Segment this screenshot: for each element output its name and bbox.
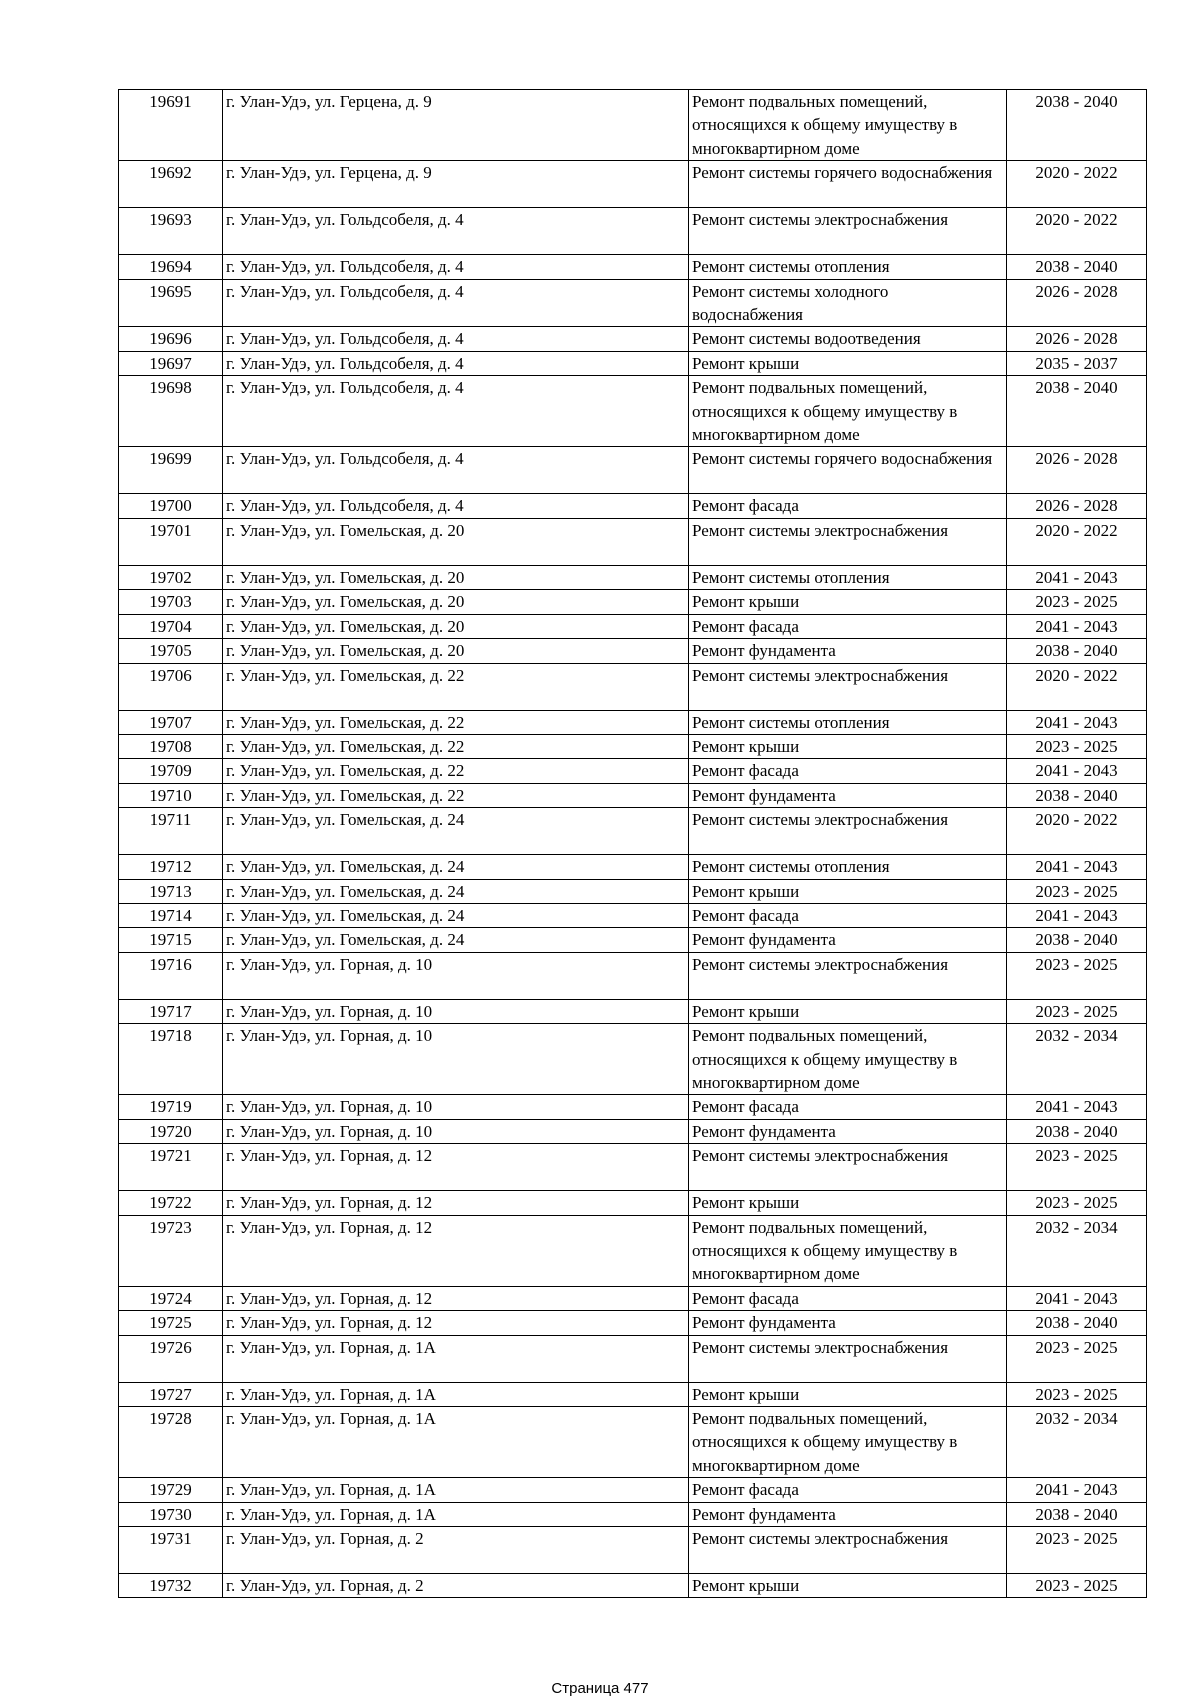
work-type-cell: Ремонт системы отопления: [689, 565, 1007, 589]
period-cell: 2041 - 2043: [1007, 855, 1147, 879]
work-type-cell: Ремонт фундамента: [689, 1311, 1007, 1335]
address-cell: г. Улан-Удэ, ул. Гольдсобеля, д. 4: [223, 494, 689, 518]
row-number: 19700: [119, 494, 223, 518]
table-row: [119, 879, 1147, 903]
table-row: [119, 1335, 1147, 1382]
work-type-cell: Ремонт фундамента: [689, 783, 1007, 807]
address-cell: г. Улан-Удэ, ул. Горная, д. 10: [223, 952, 689, 999]
row-number: 19703: [119, 590, 223, 614]
table-row: [119, 952, 1147, 999]
period-cell: 2023 - 2025: [1007, 1382, 1147, 1406]
work-type-cell: Ремонт крыши: [689, 734, 1007, 758]
period-cell: 2023 - 2025: [1007, 734, 1147, 758]
address-cell: г. Улан-Удэ, ул. Горная, д. 12: [223, 1215, 689, 1286]
table-row: [119, 1382, 1147, 1406]
table-row: [119, 1574, 1147, 1598]
table-row: [119, 590, 1147, 614]
period-cell: 2023 - 2025: [1007, 590, 1147, 614]
address-cell: г. Улан-Удэ, ул. Горная, д. 10: [223, 999, 689, 1023]
row-number: 19715: [119, 928, 223, 952]
address-cell: г. Улан-Удэ, ул. Гомельская, д. 20: [223, 639, 689, 663]
period-cell: 2023 - 2025: [1007, 1191, 1147, 1215]
table-row: [119, 1095, 1147, 1119]
period-cell: 2041 - 2043: [1007, 759, 1147, 783]
row-number: 19691: [119, 90, 223, 161]
table-row: [119, 376, 1147, 447]
address-cell: г. Улан-Удэ, ул. Горная, д. 12: [223, 1191, 689, 1215]
work-type-cell: Ремонт подвальных помещений, относящихся к общему имуществу в многоквартирном доме: [689, 1215, 1007, 1286]
work-type-cell: Ремонт фасада: [689, 614, 1007, 638]
row-number: 19723: [119, 1215, 223, 1286]
row-number: 19704: [119, 614, 223, 638]
period-cell: 2023 - 2025: [1007, 1144, 1147, 1191]
address-cell: г. Улан-Удэ, ул. Гомельская, д. 22: [223, 783, 689, 807]
table-row: [119, 663, 1147, 710]
address-cell: г. Улан-Удэ, ул. Гольдсобеля, д. 4: [223, 327, 689, 351]
address-cell: г. Улан-Удэ, ул. Горная, д. 10: [223, 1095, 689, 1119]
address-cell: г. Улан-Удэ, ул. Гомельская, д. 20: [223, 614, 689, 638]
table-row: [119, 1191, 1147, 1215]
row-number: 19701: [119, 518, 223, 565]
address-cell: г. Улан-Удэ, ул. Гомельская, д. 22: [223, 663, 689, 710]
table-row: [119, 1119, 1147, 1143]
address-cell: г. Улан-Удэ, ул. Герцена, д. 9: [223, 161, 689, 208]
work-type-cell: Ремонт фасада: [689, 1286, 1007, 1310]
period-cell: 2041 - 2043: [1007, 614, 1147, 638]
address-cell: г. Улан-Удэ, ул. Гомельская, д. 24: [223, 928, 689, 952]
period-cell: 2023 - 2025: [1007, 1527, 1147, 1574]
work-type-cell: Ремонт крыши: [689, 351, 1007, 375]
work-type-cell: Ремонт подвальных помещений, относящихся к общему имуществу в многоквартирном доме: [689, 376, 1007, 447]
period-cell: 2032 - 2034: [1007, 1215, 1147, 1286]
address-cell: г. Улан-Удэ, ул. Гольдсобеля, д. 4: [223, 351, 689, 375]
period-cell: 2023 - 2025: [1007, 1574, 1147, 1598]
address-cell: г. Улан-Удэ, ул. Гомельская, д. 20: [223, 518, 689, 565]
address-cell: г. Улан-Удэ, ул. Гольдсобеля, д. 4: [223, 376, 689, 447]
work-type-cell: Ремонт системы горячего водоснабжения: [689, 161, 1007, 208]
row-number: 19709: [119, 759, 223, 783]
address-cell: г. Улан-Удэ, ул. Гольдсобеля, д. 4: [223, 447, 689, 494]
table-row: [119, 565, 1147, 589]
address-cell: г. Улан-Удэ, ул. Гомельская, д. 20: [223, 565, 689, 589]
table-row: [119, 734, 1147, 758]
table-row: [119, 710, 1147, 734]
work-type-cell: Ремонт системы отопления: [689, 855, 1007, 879]
work-type-cell: Ремонт системы отопления: [689, 710, 1007, 734]
table-row: [119, 494, 1147, 518]
work-type-cell: Ремонт системы электроснабжения: [689, 663, 1007, 710]
table-row: [119, 351, 1147, 375]
work-type-cell: Ремонт фундамента: [689, 928, 1007, 952]
table-row: [119, 90, 1147, 161]
table-row: [119, 1527, 1147, 1574]
period-cell: 2038 - 2040: [1007, 1502, 1147, 1526]
work-type-cell: Ремонт подвальных помещений, относящихся к общему имуществу в многоквартирном доме: [689, 90, 1007, 161]
address-cell: г. Улан-Удэ, ул. Горная, д. 2: [223, 1574, 689, 1598]
work-type-cell: Ремонт крыши: [689, 999, 1007, 1023]
address-cell: г. Улан-Удэ, ул. Горная, д. 12: [223, 1286, 689, 1310]
table-row: [119, 999, 1147, 1023]
row-number: 19728: [119, 1407, 223, 1478]
table-row: [119, 759, 1147, 783]
row-number: 19692: [119, 161, 223, 208]
work-type-cell: Ремонт фундамента: [689, 1502, 1007, 1526]
work-type-cell: Ремонт крыши: [689, 1191, 1007, 1215]
period-cell: 2026 - 2028: [1007, 447, 1147, 494]
table-row: [119, 1478, 1147, 1502]
row-number: 19712: [119, 855, 223, 879]
period-cell: 2023 - 2025: [1007, 952, 1147, 999]
period-cell: 2020 - 2022: [1007, 161, 1147, 208]
address-cell: г. Улан-Удэ, ул. Гомельская, д. 24: [223, 903, 689, 927]
work-type-cell: Ремонт фасада: [689, 1095, 1007, 1119]
address-cell: г. Улан-Удэ, ул. Гомельская, д. 24: [223, 808, 689, 855]
row-number: 19714: [119, 903, 223, 927]
work-type-cell: Ремонт фундамента: [689, 1119, 1007, 1143]
period-cell: 2035 - 2037: [1007, 351, 1147, 375]
period-cell: 2032 - 2034: [1007, 1407, 1147, 1478]
row-number: 19711: [119, 808, 223, 855]
row-number: 19722: [119, 1191, 223, 1215]
row-number: 19706: [119, 663, 223, 710]
work-type-cell: Ремонт системы отопления: [689, 255, 1007, 279]
period-cell: 2038 - 2040: [1007, 90, 1147, 161]
row-number: 19702: [119, 565, 223, 589]
table-row: [119, 255, 1147, 279]
period-cell: 2038 - 2040: [1007, 376, 1147, 447]
repair-schedule-table: [118, 89, 1147, 1598]
row-number: 19694: [119, 255, 223, 279]
table-row: [119, 1024, 1147, 1095]
page-number: Страница 477: [551, 1680, 649, 1697]
period-cell: 2020 - 2022: [1007, 208, 1147, 255]
row-number: 19697: [119, 351, 223, 375]
period-cell: 2041 - 2043: [1007, 710, 1147, 734]
work-type-cell: Ремонт фундамента: [689, 639, 1007, 663]
work-type-cell: Ремонт фасада: [689, 1478, 1007, 1502]
row-number: 19710: [119, 783, 223, 807]
row-number: 19730: [119, 1502, 223, 1526]
table-row: [119, 1311, 1147, 1335]
table-row: [119, 928, 1147, 952]
work-type-cell: Ремонт крыши: [689, 879, 1007, 903]
period-cell: 2020 - 2022: [1007, 663, 1147, 710]
address-cell: г. Улан-Удэ, ул. Горная, д. 1А: [223, 1478, 689, 1502]
period-cell: 2026 - 2028: [1007, 494, 1147, 518]
address-cell: г. Улан-Удэ, ул. Гомельская, д. 22: [223, 710, 689, 734]
period-cell: 2026 - 2028: [1007, 327, 1147, 351]
row-number: 19713: [119, 879, 223, 903]
table-row: [119, 518, 1147, 565]
address-cell: г. Улан-Удэ, ул. Гольдсобеля, д. 4: [223, 255, 689, 279]
work-type-cell: Ремонт крыши: [689, 1574, 1007, 1598]
period-cell: 2020 - 2022: [1007, 808, 1147, 855]
table-body: [119, 90, 1147, 1598]
work-type-cell: Ремонт системы электроснабжения: [689, 1144, 1007, 1191]
row-number: 19707: [119, 710, 223, 734]
address-cell: г. Улан-Удэ, ул. Горная, д. 10: [223, 1119, 689, 1143]
address-cell: г. Улан-Удэ, ул. Горная, д. 1А: [223, 1382, 689, 1406]
row-number: 19693: [119, 208, 223, 255]
period-cell: 2038 - 2040: [1007, 928, 1147, 952]
period-cell: 2023 - 2025: [1007, 999, 1147, 1023]
row-number: 19719: [119, 1095, 223, 1119]
row-number: 19705: [119, 639, 223, 663]
table-row: [119, 1144, 1147, 1191]
address-cell: г. Улан-Удэ, ул. Герцена, д. 9: [223, 90, 689, 161]
period-cell: 2038 - 2040: [1007, 1119, 1147, 1143]
period-cell: 2041 - 2043: [1007, 903, 1147, 927]
row-number: 19727: [119, 1382, 223, 1406]
row-number: 19725: [119, 1311, 223, 1335]
row-number: 19699: [119, 447, 223, 494]
address-cell: г. Улан-Удэ, ул. Гомельская, д. 24: [223, 879, 689, 903]
period-cell: 2041 - 2043: [1007, 1286, 1147, 1310]
period-cell: 2038 - 2040: [1007, 1311, 1147, 1335]
period-cell: 2023 - 2025: [1007, 879, 1147, 903]
address-cell: г. Улан-Удэ, ул. Горная, д. 1А: [223, 1502, 689, 1526]
table-row: [119, 903, 1147, 927]
work-type-cell: Ремонт фасада: [689, 759, 1007, 783]
work-type-cell: Ремонт системы холодного водоснабжения: [689, 279, 1007, 327]
address-cell: г. Улан-Удэ, ул. Горная, д. 1А: [223, 1335, 689, 1382]
row-number: 19732: [119, 1574, 223, 1598]
address-cell: г. Улан-Удэ, ул. Гомельская, д. 22: [223, 734, 689, 758]
period-cell: 2038 - 2040: [1007, 255, 1147, 279]
row-number: 19724: [119, 1286, 223, 1310]
row-number: 19720: [119, 1119, 223, 1143]
row-number: 19721: [119, 1144, 223, 1191]
address-cell: г. Улан-Удэ, ул. Гомельская, д. 22: [223, 759, 689, 783]
row-number: 19716: [119, 952, 223, 999]
row-number: 19698: [119, 376, 223, 447]
work-type-cell: Ремонт системы электроснабжения: [689, 518, 1007, 565]
table-row: [119, 639, 1147, 663]
address-cell: г. Улан-Удэ, ул. Горная, д. 10: [223, 1024, 689, 1095]
period-cell: 2041 - 2043: [1007, 565, 1147, 589]
table-row: [119, 1215, 1147, 1286]
table-row: [119, 855, 1147, 879]
table-row: [119, 327, 1147, 351]
address-cell: г. Улан-Удэ, ул. Гомельская, д. 20: [223, 590, 689, 614]
period-cell: 2041 - 2043: [1007, 1095, 1147, 1119]
address-cell: г. Улан-Удэ, ул. Гольдсобеля, д. 4: [223, 279, 689, 327]
table-row: [119, 614, 1147, 638]
row-number: 19695: [119, 279, 223, 327]
period-cell: 2032 - 2034: [1007, 1024, 1147, 1095]
row-number: 19696: [119, 327, 223, 351]
row-number: 19731: [119, 1527, 223, 1574]
table-row: [119, 1286, 1147, 1310]
work-type-cell: Ремонт системы электроснабжения: [689, 952, 1007, 999]
table-row: [119, 808, 1147, 855]
period-cell: 2041 - 2043: [1007, 1478, 1147, 1502]
table-row: [119, 161, 1147, 208]
address-cell: г. Улан-Удэ, ул. Горная, д. 2: [223, 1527, 689, 1574]
work-type-cell: Ремонт крыши: [689, 1382, 1007, 1406]
address-cell: г. Улан-Удэ, ул. Горная, д. 1А: [223, 1407, 689, 1478]
table-row: [119, 783, 1147, 807]
work-type-cell: Ремонт фасада: [689, 903, 1007, 927]
work-type-cell: Ремонт системы горячего водоснабжения: [689, 447, 1007, 494]
table-row: [119, 447, 1147, 494]
work-type-cell: Ремонт подвальных помещений, относящихся к общему имуществу в многоквартирном доме: [689, 1407, 1007, 1478]
period-cell: 2038 - 2040: [1007, 783, 1147, 807]
work-type-cell: Ремонт системы электроснабжения: [689, 808, 1007, 855]
table-row: [119, 208, 1147, 255]
table-row: [119, 279, 1147, 327]
period-cell: 2020 - 2022: [1007, 518, 1147, 565]
work-type-cell: Ремонт системы водоотведения: [689, 327, 1007, 351]
period-cell: 2023 - 2025: [1007, 1335, 1147, 1382]
row-number: 19726: [119, 1335, 223, 1382]
address-cell: г. Улан-Удэ, ул. Гомельская, д. 24: [223, 855, 689, 879]
address-cell: г. Улан-Удэ, ул. Гольдсобеля, д. 4: [223, 208, 689, 255]
row-number: 19718: [119, 1024, 223, 1095]
table-row: [119, 1407, 1147, 1478]
address-cell: г. Улан-Удэ, ул. Горная, д. 12: [223, 1144, 689, 1191]
row-number: 19729: [119, 1478, 223, 1502]
row-number: 19717: [119, 999, 223, 1023]
work-type-cell: Ремонт крыши: [689, 590, 1007, 614]
work-type-cell: Ремонт подвальных помещений, относящихся к общему имуществу в многоквартирном доме: [689, 1024, 1007, 1095]
period-cell: 2038 - 2040: [1007, 639, 1147, 663]
work-type-cell: Ремонт системы электроснабжения: [689, 1335, 1007, 1382]
period-cell: 2026 - 2028: [1007, 279, 1147, 327]
table-row: [119, 1502, 1147, 1526]
work-type-cell: Ремонт фасада: [689, 494, 1007, 518]
address-cell: г. Улан-Удэ, ул. Горная, д. 12: [223, 1311, 689, 1335]
row-number: 19708: [119, 734, 223, 758]
work-type-cell: Ремонт системы электроснабжения: [689, 208, 1007, 255]
work-type-cell: Ремонт системы электроснабжения: [689, 1527, 1007, 1574]
